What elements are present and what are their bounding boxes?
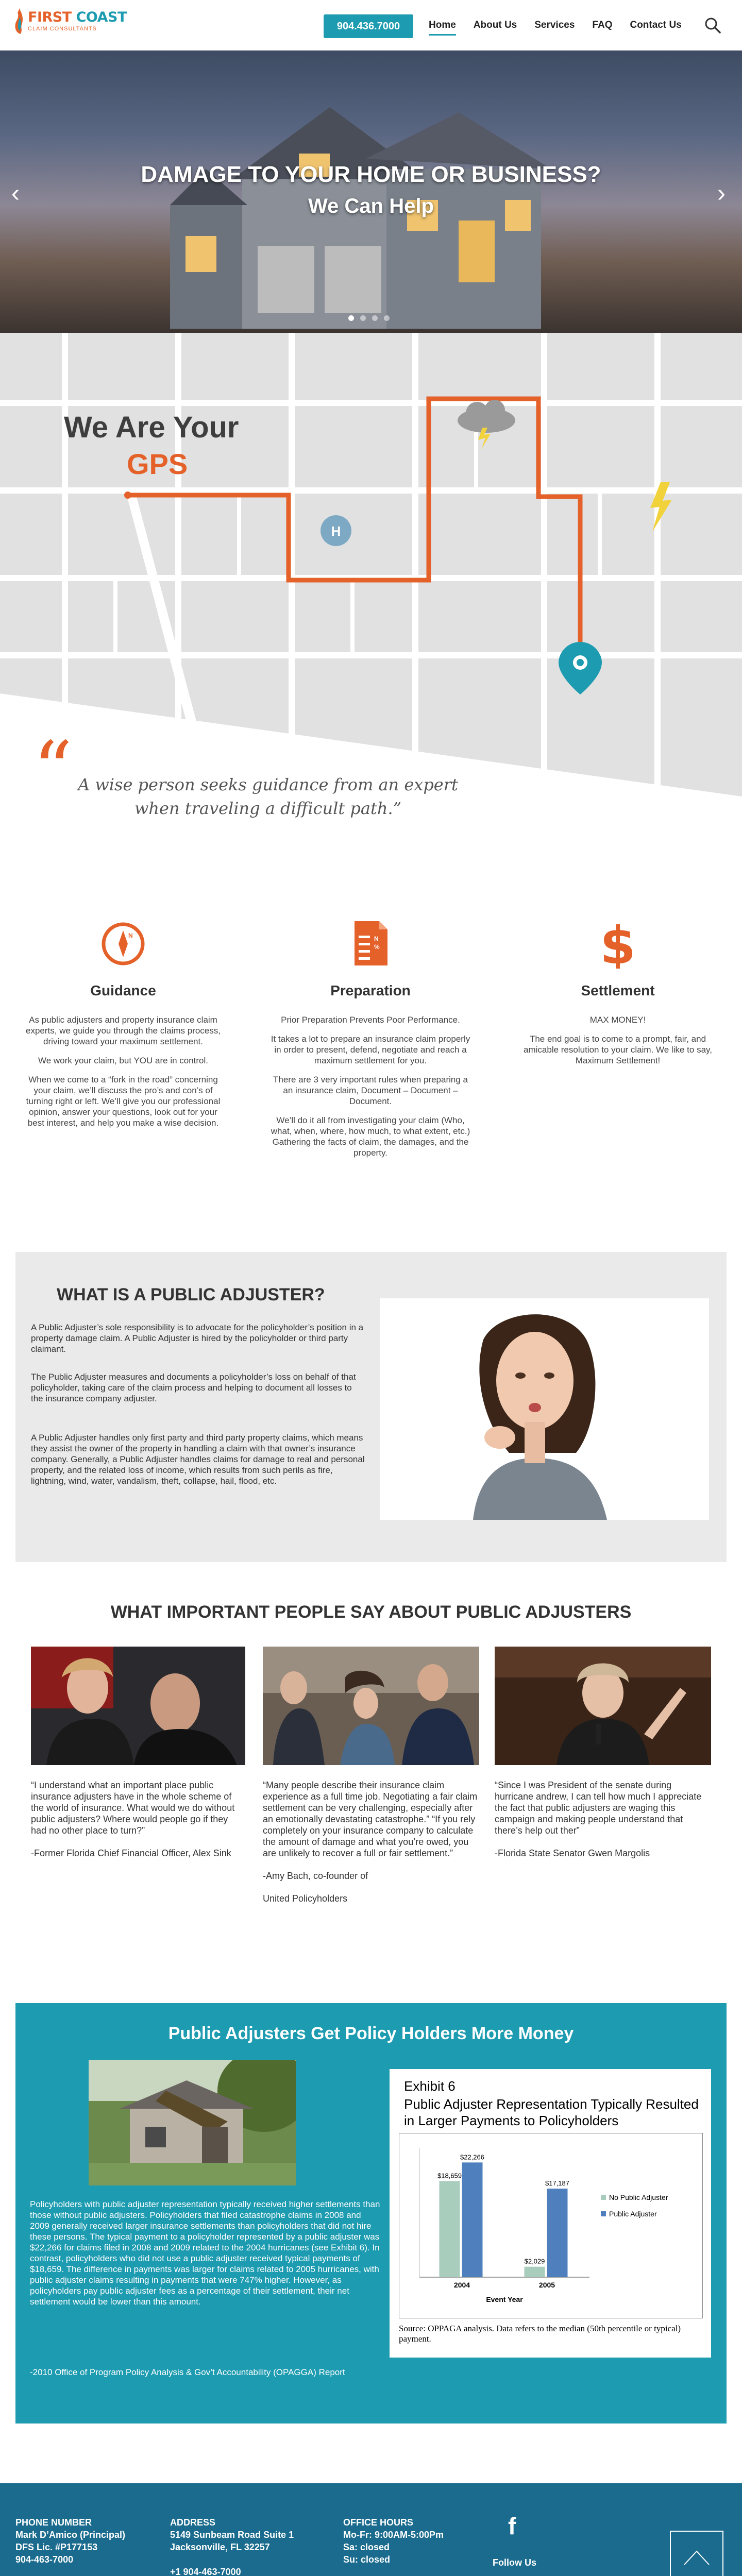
feature-title: Guidance xyxy=(90,982,156,998)
chart-data-label: $18,659 xyxy=(437,2172,462,2180)
phone-button[interactable]: 904.436.7000 xyxy=(324,14,413,38)
chart-data-label: $2,029 xyxy=(524,2257,545,2265)
compass-icon xyxy=(100,917,146,969)
pa-paragraph: A Public Adjuster’s sole responsibility is to advocate for the policyholder’s position in a property damage claim. A Public Adjuster is hired by the policyholder or third party claimant. xyxy=(31,1323,364,1354)
nav-about-us[interactable]: About Us xyxy=(473,20,517,30)
follow-us-label: Follow Us xyxy=(493,2557,536,2568)
feature-title: Preparation xyxy=(330,982,411,998)
quote-mark: “ xyxy=(33,725,73,815)
money-citation: -2010 Office of Program Policy Analysis & Gov’t Accountability (OPAGGA) Report xyxy=(30,2367,345,2377)
chart-subtitle: Public Adjuster Representation Typically Resulted in Larger Payments to Policyholders xyxy=(404,2096,699,2128)
footer-heading: PHONE NUMBER xyxy=(15,2517,92,2528)
gps-title: We Are Your xyxy=(64,411,239,444)
people-section-title: WHAT IMPORTANT PEOPLE SAY ABOUT PUBLIC ADJUSTERS xyxy=(110,1602,632,1622)
quote-source: -Amy Bach, co-founder of xyxy=(263,1871,368,1881)
feature-paragraph: MAX MONEY! xyxy=(589,1015,646,1025)
feature-paragraph: We work your claim, but YOU are in control. xyxy=(38,1056,209,1065)
money-paragraph: Policyholders with public adjuster representation typically received higher settlements than those without public adjusters. Policyholders that filed catastrophe claims in 2008 and 2009 generally received larger insurance settlements than policyholders that did not hire these persons. The typical payment to a policyholder represented by a public adjuster was $22,266 for claims filed in 2008 and 2009 related to the 2004 hurricanes (see Exhibit 6). In contrast, policyholders who did not use a public adjuster received typical payments of $18,659. The difference in payments was larger for claims related to 2005 hurricanes, with public adjuster claims resulting in payments that were 747% higher. However, as policyholders pay public adjuster fees as a percentage of their settlement, their net settlement would be lower than this amount. xyxy=(30,2199,380,2307)
chart-legend-label: Public Adjuster xyxy=(609,2210,657,2218)
alex-sink-photo xyxy=(31,1647,245,1765)
thinking-woman-image xyxy=(380,1298,709,1520)
feature-paragraph: When we come to a “fork in the road” concerning your claim, we’ll discuss the pro’s and con’s of turning right or left. We’ll give you our professional opinion, answer your questions, look out for your best interest, and help you make a wise decision. xyxy=(26,1075,221,1128)
footer-line: Su: closed xyxy=(343,2554,391,2565)
svg-text:%: % xyxy=(374,943,380,951)
feature-paragraph: As public adjusters and property insurance claim experts, we guide you through the claims process, driving toward your maximum settlement. xyxy=(26,1015,221,1046)
chart-data-label: $17,187 xyxy=(545,2179,569,2188)
chart-bar xyxy=(547,2189,568,2277)
chart-legend-swatch xyxy=(601,2195,606,2200)
feature-paragraph: Prior Preparation Prevents Poor Performance. xyxy=(281,1015,460,1025)
footer-heading: ADDRESS xyxy=(170,2517,216,2528)
testimonial-quote xyxy=(495,1780,711,1859)
chart-tick-label: 2005 xyxy=(538,2281,555,2289)
chart-title: Exhibit 6 xyxy=(404,2078,456,2094)
gwen-margolis-photo xyxy=(495,1647,711,1765)
chart-source-label: Source: xyxy=(399,2324,426,2333)
feature-settlement xyxy=(517,917,718,1074)
chevron-up-icon xyxy=(681,2547,712,2568)
hero-title: DAMAGE TO YOUR HOME OR BUSINESS? xyxy=(141,162,601,187)
footer-line: Jacksonville, FL 32257 xyxy=(170,2542,270,2552)
logo-first: FIRST xyxy=(28,9,72,25)
hurricane-icon xyxy=(321,515,351,546)
nav-services[interactable]: Services xyxy=(534,20,575,30)
testimonial-quote xyxy=(263,1780,479,1904)
nav-home[interactable]: Home xyxy=(429,20,456,36)
nav-contact-us[interactable]: Contact Us xyxy=(630,20,682,30)
main-nav xyxy=(429,20,699,36)
chart-bar xyxy=(525,2267,545,2277)
footer-line: 5149 Sunbeam Road Suite 1 xyxy=(170,2530,294,2540)
dollar-icon xyxy=(595,917,641,969)
exhibit-6-chart xyxy=(390,2069,711,2358)
quote-text: “Since I was President of the senate during hurricane andrew, I can tell how much I appreciate the fact that public adjusters are waging this campaign and making people understand that there’s help out ther” xyxy=(495,1780,702,1836)
chart-data-label: $22,266 xyxy=(460,2153,484,2161)
document-icon xyxy=(347,917,394,969)
footer-phone-link[interactable]: +1 904-463-7000 xyxy=(170,2567,241,2576)
chevron-left-icon[interactable]: ‹ xyxy=(11,180,20,207)
feature-title: Settlement xyxy=(581,982,655,998)
footer-phone xyxy=(15,2516,125,2576)
more-money-section xyxy=(15,2003,727,2424)
svg-text:N: N xyxy=(374,935,379,942)
feature-paragraph: The end goal is to come to a prompt, fair, and amicable resolution to your claim. We like to say, Maximum Settlement! xyxy=(524,1034,712,1065)
slider-dot[interactable] xyxy=(372,315,378,321)
chart-source-text: OPPAGA analysis. Data refers to the median (50th percentile or typical) payment. xyxy=(399,2324,681,2344)
hero-slider xyxy=(0,50,742,333)
chart-legend-swatch xyxy=(601,2211,606,2216)
chart-bar xyxy=(462,2162,483,2277)
search-icon[interactable] xyxy=(704,16,721,34)
chart-source xyxy=(399,2324,703,2344)
svg-text:$: $ xyxy=(600,917,636,969)
back-to-top-button[interactable] xyxy=(670,2531,723,2576)
public-adjuster-section xyxy=(15,1252,727,1562)
quote-source: -Florida State Senator Gwen Margolis xyxy=(495,1848,650,1858)
svg-text:N: N xyxy=(128,932,133,939)
footer-line: Mark D’Amico (Principal) xyxy=(15,2530,126,2540)
chart-legend-label: No Public Adjuster xyxy=(609,2193,668,2201)
footer-hours xyxy=(343,2516,444,2566)
feature-paragraph: We’ll do it all from investigating your claim (Who, what, when, where, how much, to what extent, etc.) Gathering the facts of claim, the damages, and the property. xyxy=(271,1115,470,1158)
feature-guidance xyxy=(23,917,224,1137)
slider-dot[interactable] xyxy=(384,315,390,321)
footer-heading: OFFICE HOURS xyxy=(343,2517,414,2528)
damaged-house-photo xyxy=(89,2060,296,2185)
section-title: Public Adjusters Get Policy Holders More Money xyxy=(168,2024,574,2043)
testimonial-quote xyxy=(31,1780,242,1859)
slider-dot[interactable] xyxy=(360,315,366,321)
footer-line: Sa: closed xyxy=(343,2542,390,2552)
quote-source-org: United Policyholders xyxy=(263,1893,348,1904)
wise-person-quote: A wise person seeks guidance from an expert when traveling a difficult path.” xyxy=(78,775,458,818)
site-footer xyxy=(0,2483,742,2576)
feature-preparation xyxy=(270,917,471,1166)
footer-phone-link[interactable]: 904-463-7000 xyxy=(15,2554,74,2565)
hero-subtitle: We Can Help xyxy=(308,195,434,217)
footer-address xyxy=(170,2516,300,2576)
quote-source: -Former Florida Chief Financial Officer, Alex Sink xyxy=(31,1848,231,1858)
section-title: WHAT IS A PUBLIC ADJUSTER? xyxy=(57,1285,325,1304)
flame-icon xyxy=(13,7,25,35)
footer-line: DFS Lic. #P177153 xyxy=(15,2542,98,2552)
svg-text:H: H xyxy=(331,523,341,539)
slider-dot[interactable] xyxy=(348,315,354,321)
feature-paragraph: There are 3 very important rules when preparing a an insurance claim, Document – Document – Document. xyxy=(273,1075,468,1106)
pa-paragraph: The Public Adjuster measures and documents a policyholder’s loss on behalf of that policyholder, taking care of the claim process and helping to document all losses to the insurance company adjuster. xyxy=(31,1372,356,1403)
logo-coast: COAST xyxy=(76,9,127,25)
pa-paragraph: A Public Adjuster handles only first party and third party property claims, which means they assist the owner of the property in handling a claim with that owner’s insurance company. Generally, a Public Adjuster handles claims for damage to real and personal property, and the related loss of income, which results from such perils as fire, lightning, wind, water, vandalism, theft, collapse, hail, flood, etc. xyxy=(31,1433,365,1486)
gps-word: GPS xyxy=(127,448,188,480)
chevron-right-icon[interactable]: › xyxy=(717,180,726,207)
quote-text: “I understand what an important place public insurance adjusters have in the whole scheme of the world of insurance. What would we do without public adjusters? Where would people go if they had no other place to turn?” xyxy=(31,1780,235,1836)
chart-x-label: Event Year xyxy=(486,2295,523,2303)
chart-tick-label: 2004 xyxy=(453,2281,470,2289)
slider-dots xyxy=(348,315,396,321)
quote-text: “Many people describe their insurance claim experience as a full time job. Negotiating a fair claim settlement can be very challenging, especially after an emotionally devastating catastrophe.” “If you rely completely on your insurance company to calculate the amount of damage and what you’re owed, you are unlikely to recover a full or fair settlement.” xyxy=(263,1780,478,1858)
site-header xyxy=(0,0,742,50)
logo-subtitle: CLAIM CONSULTANTS xyxy=(28,26,97,32)
footer-line: Mo-Fr: 9:00AM-5:00Pm xyxy=(343,2530,444,2540)
amy-bach-photo xyxy=(263,1647,479,1765)
chart-bar xyxy=(440,2181,460,2277)
nav-faq[interactable]: FAQ xyxy=(592,20,613,30)
facebook-icon[interactable]: f xyxy=(508,2513,516,2539)
logo[interactable] xyxy=(13,7,127,35)
bar-chart xyxy=(399,2133,703,2318)
gps-map xyxy=(0,333,742,796)
feature-paragraph: It takes a lot to prepare an insurance claim properly in order to present, defend, negotiate and reach a maximum settlement for you. xyxy=(271,1034,470,1065)
